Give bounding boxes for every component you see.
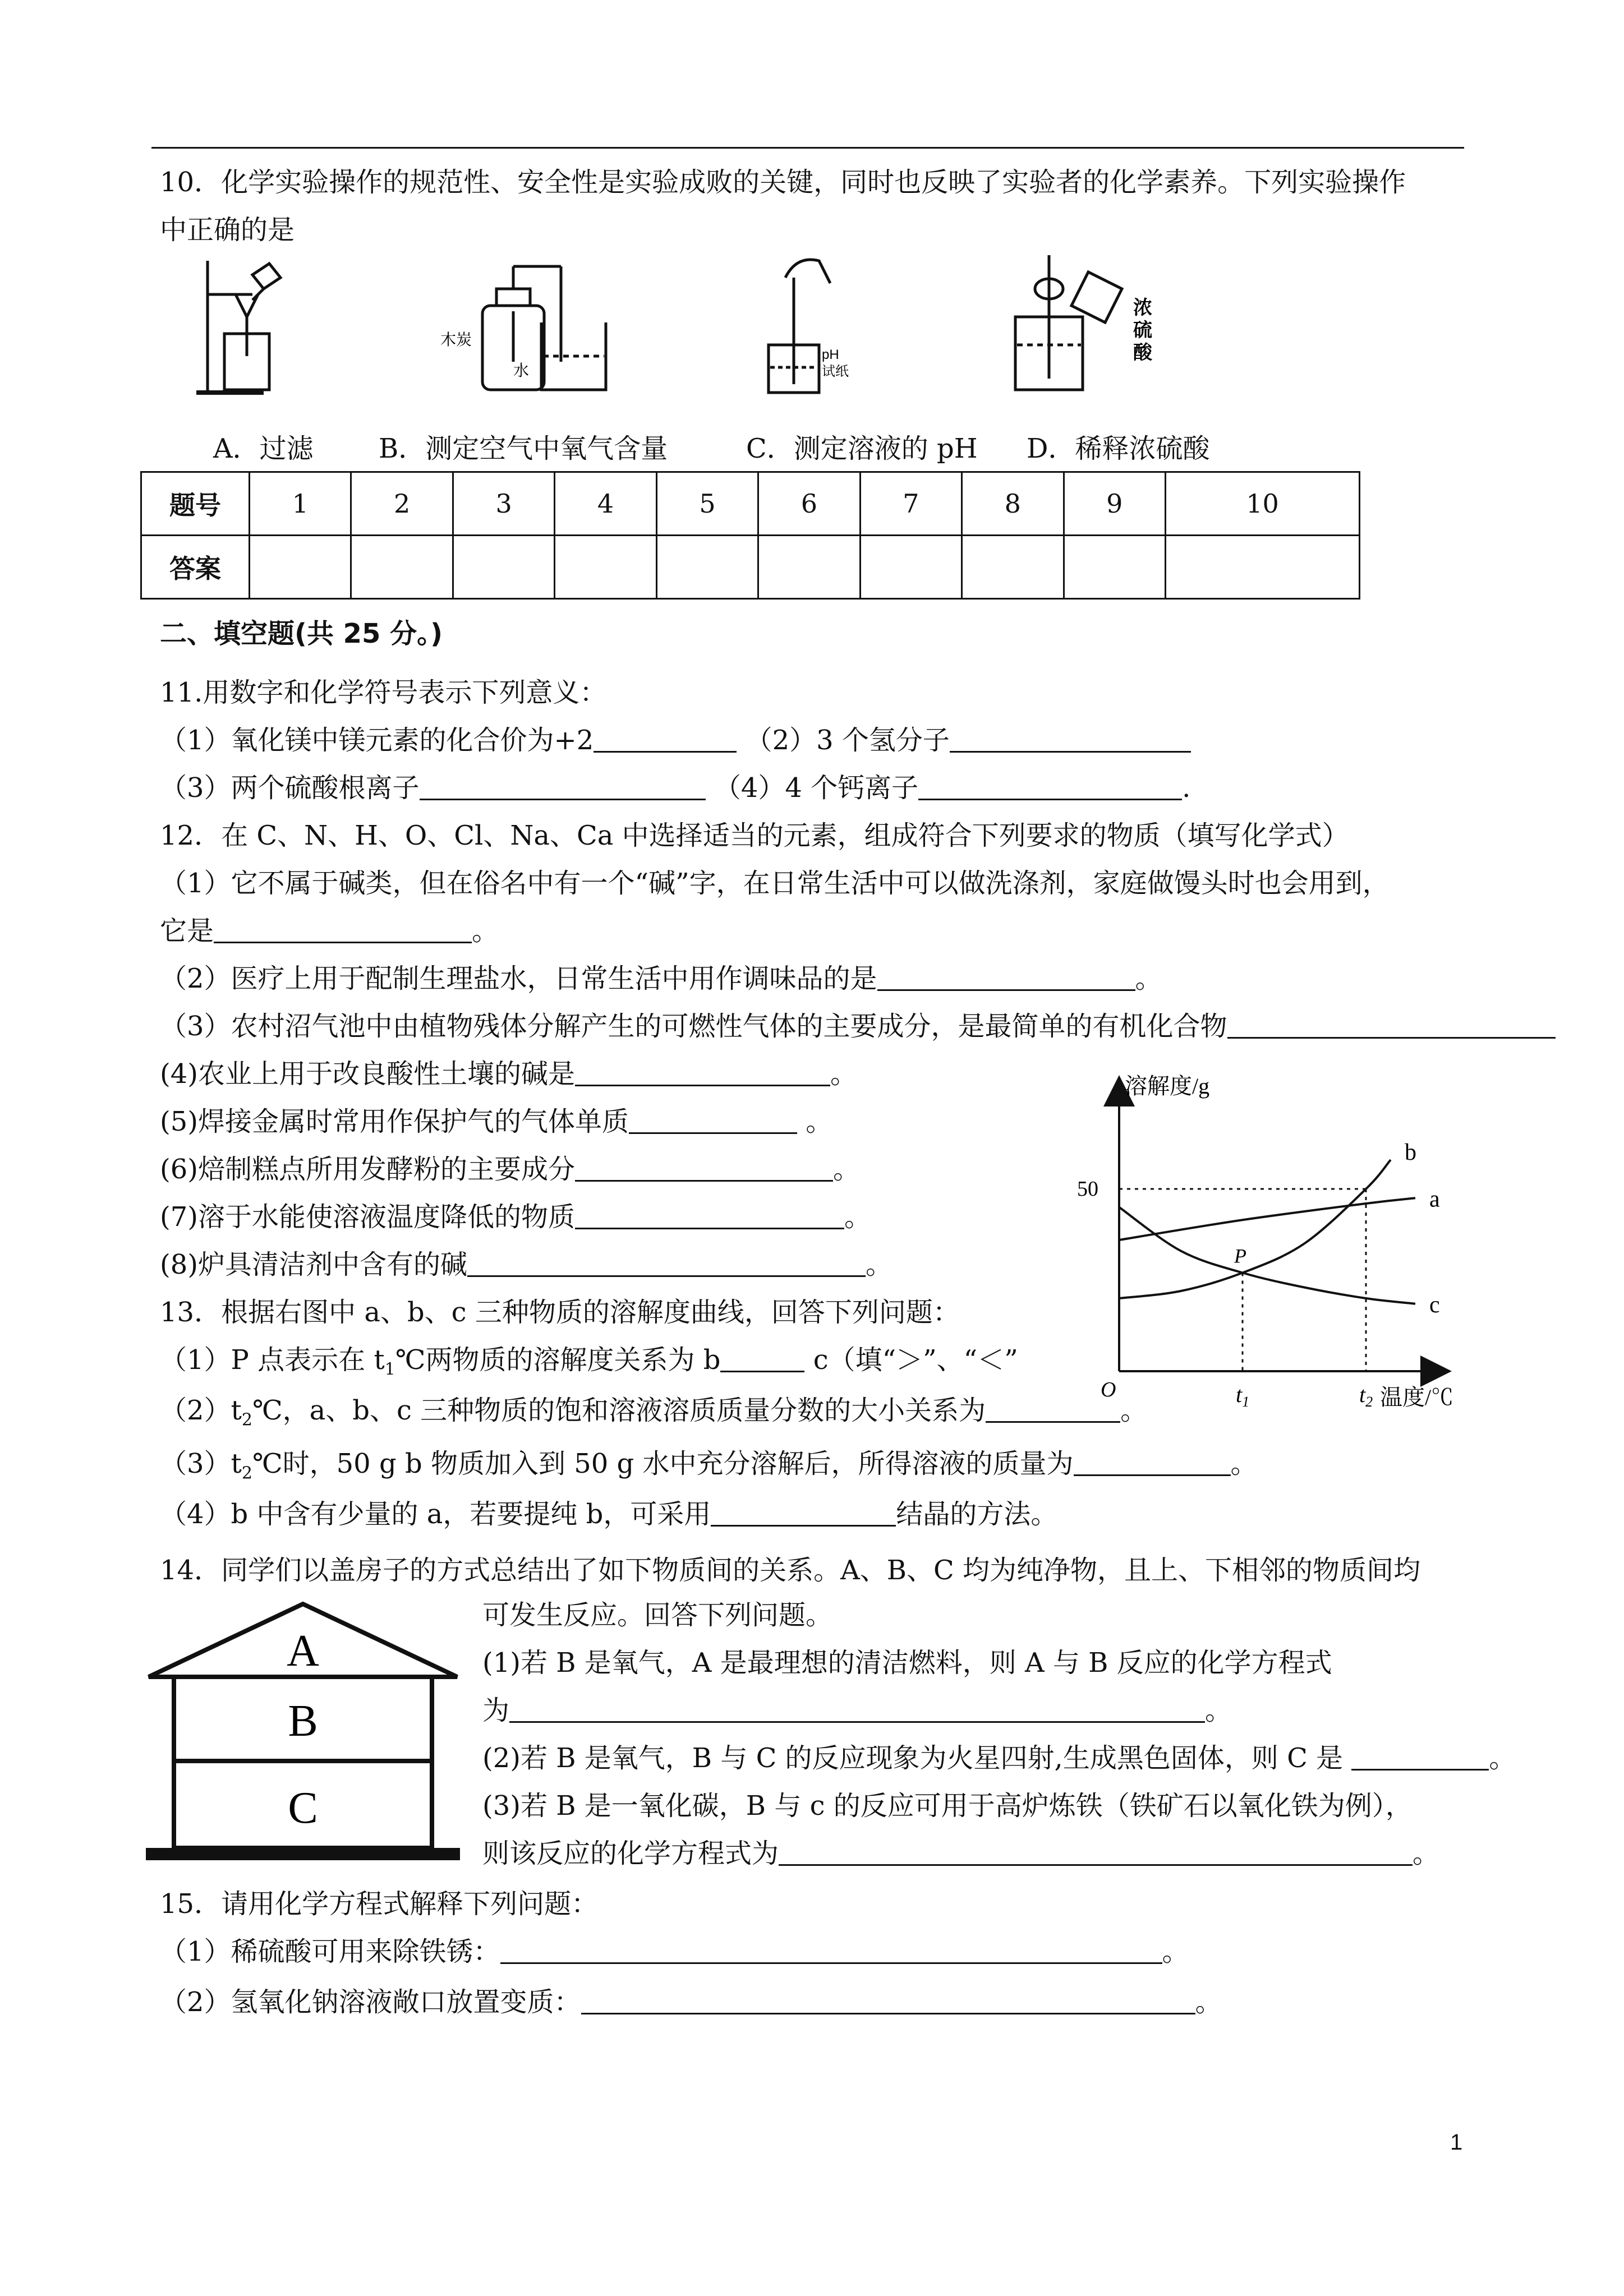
q12-dot: 。	[830, 1058, 858, 1090]
q10-line1: 10．化学实验操作的规范性、安全性是实验成败的关键，同时也反映了实验者的化学素养。下列实验操作	[160, 167, 1406, 198]
x-axis-label: 温度/℃	[1380, 1385, 1454, 1410]
q12-blank4[interactable]	[575, 1060, 830, 1086]
x-tick-label-t1: $t_1$	[1236, 1382, 1250, 1410]
q14-stem2: 可发生反应。回答下列问题。	[482, 1599, 833, 1631]
q12-p1a: （1）它不属于碱类，但在俗名中有一个“碱”字，在日常生活中可以做洗涤剂，家庭做馒头时也会用到，	[160, 868, 1390, 899]
q13-p2b: ℃，a、b、c 三种物质的饱和溶液溶质质量分数的大小关系为	[252, 1395, 986, 1426]
point-label-p: P	[1234, 1244, 1246, 1267]
table-number: 5	[656, 472, 758, 536]
table-number: 2	[351, 472, 453, 536]
q12-row4	[160, 1057, 857, 1091]
q12-p1b: 它是	[160, 915, 214, 947]
q10-option-b: B．测定空气中氧气含量	[379, 433, 668, 464]
q13-p4a: （4）b 中含有少量的 a，若要提纯 b，可采用	[160, 1499, 711, 1530]
q11-p1: （1）氧化镁中镁元素的化合价为+2	[160, 725, 594, 756]
q12-stem: 12．在 C、N、H、O、Cl、Na、Ca 中选择适当的元素，组成符合下列要求的物质（填写化学式）	[160, 820, 1349, 851]
q13-blank1[interactable]	[720, 1346, 804, 1372]
q12-dot: 。	[806, 1106, 833, 1137]
q12-blank6[interactable]	[575, 1155, 833, 1182]
q11-end: .	[1182, 772, 1191, 804]
answer-cell[interactable]	[351, 536, 453, 599]
answer-cell[interactable]	[656, 536, 758, 599]
house-label-b: B	[288, 1696, 318, 1746]
q12-p3: （3）农村沼气池中由植物残体分解产生的可燃性气体的主要成分，是最简单的有机化合物	[160, 1011, 1227, 1042]
top-rule	[151, 147, 1464, 149]
series-line-c	[1119, 1207, 1415, 1304]
q15-blank1[interactable]	[500, 1938, 1162, 1964]
answer-cell[interactable]	[555, 536, 656, 599]
answer-cell[interactable]	[860, 536, 961, 599]
q14-blank2[interactable]	[1351, 1744, 1489, 1771]
q11-p2: （2）3 个氢分子	[745, 725, 950, 756]
q14-dot: 。	[1413, 1838, 1440, 1869]
q14-p1b: 为	[482, 1695, 510, 1726]
q13-blank4[interactable]	[711, 1500, 896, 1527]
origin-label: O	[1101, 1378, 1116, 1401]
q12-dot: 。	[472, 915, 499, 947]
q12-p2: （2）医疗上用于配制生理盐水，日常生活中用作调味品的是	[160, 963, 877, 994]
q13-stem: 13．根据右图中 a、b、c 三种物质的溶解度曲线，回答下列问题：	[160, 1297, 960, 1328]
q15-stem: 15．请用化学方程式解释下列问题：	[160, 1888, 599, 1920]
answer-cell[interactable]	[250, 536, 351, 599]
q12-p5: (5)焊接金属时常用作保护气的气体单质	[160, 1106, 629, 1137]
q13-p2a: （2）t	[160, 1395, 242, 1426]
q13-p1-sub: 1	[384, 1359, 395, 1380]
q11-blank1[interactable]	[594, 726, 737, 753]
table-number: 8	[962, 472, 1064, 536]
q12-row1b	[160, 914, 499, 948]
q12-p4: (4)农业上用于改良酸性土壤的碱是	[160, 1058, 575, 1090]
q12-blank1[interactable]	[214, 917, 472, 943]
q11-blank3[interactable]	[420, 774, 706, 800]
x-tick-label-t2: $t_2$	[1359, 1382, 1373, 1410]
q11-p3: （3）两个硫酸根离子	[160, 772, 420, 804]
answer-cell[interactable]	[453, 536, 554, 599]
q12-blank3[interactable]	[1227, 1012, 1556, 1039]
answer-table	[140, 471, 1360, 600]
q14-p3a: (3)若 B 是一氧化碳，B 与 c 的反应可用于高炉炼铁（铁矿石以氧化铁为例），	[482, 1790, 1413, 1822]
q13-p1b: ℃两物质的溶解度关系为 b	[395, 1344, 721, 1376]
table-head-tihao: 题号	[141, 472, 250, 536]
table-number: 7	[860, 472, 961, 536]
q14-row2	[482, 1741, 1516, 1775]
img-label-liu: 硫	[1133, 319, 1152, 342]
q10-option-d: D．稀释浓硫酸	[1027, 433, 1210, 464]
img-label-nong: 浓	[1133, 297, 1152, 319]
q12-blank5[interactable]	[629, 1108, 797, 1134]
series-line-a	[1119, 1198, 1415, 1240]
q11-row2	[160, 771, 1190, 805]
q14-p3b: 则该反应的化学方程式为	[482, 1838, 779, 1869]
q12-row3	[160, 1009, 1556, 1043]
q14-row3b	[482, 1837, 1439, 1870]
q13-row2	[160, 1394, 1147, 1437]
q11-row1	[160, 723, 1191, 757]
y-axis-label: 溶解度/g	[1125, 1073, 1210, 1099]
apparatus-illustrations	[191, 255, 1178, 407]
house-label-a: A	[287, 1626, 319, 1676]
table-number: 4	[555, 472, 656, 536]
table-number: 3	[453, 472, 554, 536]
q14-p1a: (1)若 B 是氧气，A 是最理想的清洁燃料，则 A 与 B 反应的化学方程式	[482, 1647, 1332, 1679]
q14-row1b	[482, 1694, 1232, 1727]
table-number: 9	[1064, 472, 1165, 536]
q12-dot: 。	[833, 1154, 861, 1185]
q12-p7: (7)溶于水能使溶液温度降低的物质	[160, 1201, 575, 1233]
q12-blank8[interactable]	[467, 1251, 866, 1277]
q15-row2	[160, 1985, 1222, 2019]
q14-stem: 14．同学们以盖房子的方式总结出了如下物质间的关系。A、B、C 均为纯净物，且上、下相邻的物质间均	[160, 1555, 1421, 1586]
q13-dot: 。	[1230, 1448, 1258, 1479]
q12-dot: 。	[844, 1201, 872, 1233]
table-head-daan: 答案	[141, 536, 250, 599]
q14-p2: (2)若 B 是氧气，B 与 C 的反应现象为火星四射,生成黑色固体，则 C 是	[482, 1742, 1344, 1774]
oxygen-content-apparatus	[482, 266, 606, 390]
q10-option-a: A．过滤	[213, 433, 314, 464]
house-diagram	[143, 1598, 480, 1868]
img-label-suan: 酸	[1133, 342, 1152, 364]
house-label-c: C	[288, 1783, 318, 1833]
q14-dot: 。	[1205, 1695, 1232, 1726]
q14-blank1[interactable]	[509, 1696, 1205, 1723]
y-tick-label: 50	[1077, 1177, 1098, 1201]
series-label-b: b	[1405, 1140, 1416, 1165]
table-number: 6	[758, 472, 860, 536]
filtration-apparatus	[196, 261, 280, 393]
table-number: 1	[250, 472, 351, 536]
q15-p2: （2）氢氧化钠溶液敞口放置变质：	[160, 1986, 581, 2018]
q12-blank7[interactable]	[575, 1203, 844, 1229]
q15-row1	[160, 1935, 1189, 1968]
q12-p6: (6)焙制糕点所用发酵粉的主要成分	[160, 1154, 575, 1185]
q13-p1a: （1）P 点表示在 t	[160, 1344, 385, 1376]
q12-blank2[interactable]	[877, 965, 1135, 991]
q11-blank4[interactable]	[918, 774, 1182, 800]
q14-dot: 。	[1489, 1742, 1516, 1774]
q13-row4	[160, 1497, 1057, 1531]
q12-row5	[160, 1105, 832, 1138]
q13-blank3[interactable]	[1074, 1450, 1231, 1476]
img-label-ph: pH	[822, 347, 839, 362]
series-line-b	[1119, 1160, 1391, 1298]
table-number: 10	[1165, 472, 1359, 536]
q12-p8: (8)炉具清洁剂中含有的碱	[160, 1249, 467, 1280]
answer-cell[interactable]	[1064, 536, 1165, 599]
img-label-shizhi: 试纸	[822, 365, 849, 379]
q12-dot: 。	[866, 1249, 893, 1280]
q12-row7	[160, 1200, 871, 1234]
q12-row8	[160, 1248, 892, 1281]
q13-p1c: c（填“＞”、“＜”	[813, 1344, 1018, 1376]
section2-title: 二、填空题(共 25 分。)	[160, 618, 443, 649]
answer-cell[interactable]	[962, 536, 1064, 599]
answer-table-row-numbers	[141, 472, 1360, 536]
dilution-apparatus	[1015, 255, 1122, 390]
q15-p1: （1）稀硫酸可用来除铁锈：	[160, 1936, 500, 1967]
q13-p3a: （3）t	[160, 1448, 242, 1479]
q10-line2: 中正确的是	[160, 214, 295, 246]
q15-blank2[interactable]	[581, 1988, 1195, 2014]
series-label-a: a	[1429, 1186, 1440, 1212]
answer-table-row-answers	[141, 536, 1360, 599]
q13-p3b: ℃时，50 g b 物质加入到 50 g 水中充分溶解后，所得溶液的质量为	[252, 1448, 1074, 1479]
answer-cell[interactable]	[1165, 536, 1359, 599]
answer-cell[interactable]	[758, 536, 860, 599]
q12-row2	[160, 962, 1162, 995]
q11-p4: （4）4 个钙离子	[714, 772, 919, 804]
img-label-shui: 水	[513, 362, 530, 380]
q11-stem: 11.用数字和化学符号表示下列意义：	[160, 677, 607, 708]
q13-p4b: 结晶的方法。	[896, 1499, 1058, 1530]
page-number: 1	[1450, 2130, 1463, 2155]
q15-dot: 。	[1162, 1936, 1189, 1967]
img-label-mutan: 木炭	[440, 331, 472, 349]
house-base	[146, 1848, 460, 1860]
q15-dot: 。	[1195, 1986, 1222, 2018]
series-label-c: c	[1429, 1292, 1440, 1318]
solubility-chart	[1066, 1066, 1470, 1430]
q14-blank3[interactable]	[779, 1839, 1413, 1866]
q13-row3	[160, 1447, 1258, 1491]
q13-p3-sub: 2	[241, 1463, 252, 1483]
q13-p2-sub: 2	[241, 1410, 252, 1430]
q13-dot: 。	[1120, 1395, 1148, 1426]
ph-test-apparatus	[769, 260, 830, 393]
q10-option-c: C．测定溶液的 pH	[746, 433, 978, 464]
q12-row6	[160, 1152, 860, 1186]
q11-blank2[interactable]	[950, 726, 1191, 753]
q12-dot: 。	[1135, 963, 1162, 994]
q13-row1	[160, 1343, 1018, 1387]
